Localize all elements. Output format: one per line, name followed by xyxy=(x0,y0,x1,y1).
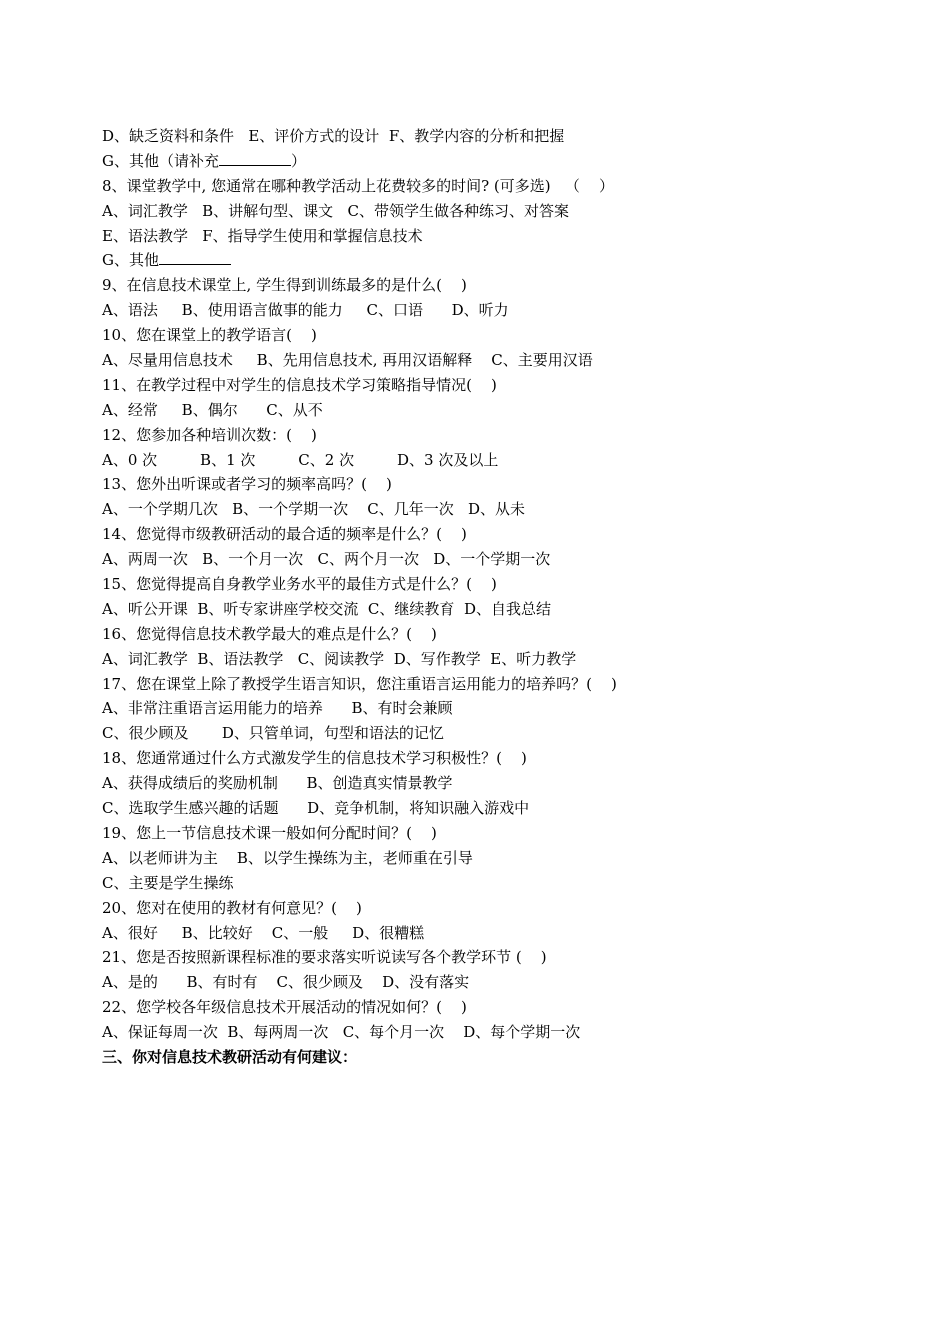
option-line: A、词汇教学 B、语法教学 C、阅读教学 D、写作教学 E、听力教学 xyxy=(102,649,577,668)
question-17: 17、您在课堂上除了教授学生语言知识，您注重语言运用能力的培养吗？( ) xyxy=(102,674,617,693)
question-16: 16、您觉得信息技术教学最大的难点是什么？( ) xyxy=(102,624,437,643)
fill-blank[interactable] xyxy=(159,249,231,265)
option-line: A、听公开课 B、听专家讲座学校交流 C、继续教育 D、自我总结 xyxy=(102,599,551,618)
fill-blank[interactable] xyxy=(219,150,291,166)
option-line: A、保证每周一次 B、每两周一次 C、每个月一次 D、每个学期一次 xyxy=(102,1023,581,1042)
question-21: 21、您是否按照新课程标准的要求落实听说读写各个教学环节 ( ) xyxy=(102,948,547,967)
option-line: A、尽量用信息技术 B、先用信息技术, 再用汉语解释 C、主要用汉语 xyxy=(102,351,593,370)
question-22: 22、您学校各年级信息技术开展活动的情况如何？( ) xyxy=(102,998,467,1017)
option-line-fill-in xyxy=(102,149,902,174)
option-line: A、经常 B、偶尔 C、从不 xyxy=(102,400,323,419)
option-line: A、获得成绩后的奖励机制 B、创造真实情景教学 xyxy=(102,774,453,793)
question-15: 15、您觉得提高自身教学业务水平的最佳方式是什么？( ) xyxy=(102,575,497,594)
question-13: 13、您外出听课或者学习的频率高吗？( ) xyxy=(102,475,392,494)
question-19: 19、您上一节信息技术课一般如何分配时间？( ) xyxy=(102,823,437,842)
option-line: C、主要是学生操练 xyxy=(102,873,234,892)
closing-paren: ） xyxy=(290,151,306,170)
option-line: A、一个学期几次 B、一个学期一次 C、几年一次 D、从未 xyxy=(102,500,526,519)
section-heading: 三、你对信息技术教研活动有何建议： xyxy=(102,1047,358,1066)
question-10: 10、您在课堂上的教学语言( ) xyxy=(102,326,317,345)
option-line: D、缺乏资料和条件 E、评价方式的设计 F、教学内容的分析和把握 xyxy=(102,127,565,145)
option-line: A、非常注重语言运用能力的培养 B、有时会兼顾 xyxy=(102,699,453,718)
option-line: A、词汇教学 B、讲解句型、课文 C、带领学生做各种练习、对答案 xyxy=(102,201,569,220)
option-label: G、其他 xyxy=(102,251,159,270)
option-line: C、很少顾及 D、只管单词，句型和语法的记忆 xyxy=(102,724,444,743)
question-18: 18、您通常通过什么方式激发学生的信息技术学习积极性？( ) xyxy=(102,749,527,768)
option-line: A、0 次 B、1 次 C、2 次 D、3 次及以上 xyxy=(102,450,499,469)
option-line-fill-in xyxy=(102,248,902,273)
question-9: 9、在信息技术课堂上, 学生得到训练最多的是什么( ) xyxy=(102,276,467,295)
question-20: 20、您对在使用的教材有何意见？( ) xyxy=(102,898,362,917)
option-line: A、以老师讲为主 B、以学生操练为主，老师重在引导 xyxy=(102,848,473,867)
question-12: 12、您参加各种培训次数：( ) xyxy=(102,425,317,444)
option-line: E、语法教学 F、指导学生使用和掌握信息技术 xyxy=(102,226,423,245)
option-line: A、语法 B、使用语言做事的能力 C、口语 D、听力 xyxy=(102,301,509,320)
document-page xyxy=(102,124,902,1070)
option-line: A、很好 B、比较好 C、一般 D、很糟糕 xyxy=(102,923,425,942)
question-14: 14、您觉得市级教研活动的最合适的频率是什么？( ) xyxy=(102,525,467,544)
option-line: A、两周一次 B、一个月一次 C、两个月一次 D、一个学期一次 xyxy=(102,550,551,569)
question-8: 8、课堂教学中, 您通常在哪种教学活动上花费较多的时间? (可多选) （ ） xyxy=(102,176,614,195)
option-line: A、是的 B、有时有 C、很少顾及 D、没有落实 xyxy=(102,973,470,992)
question-11: 11、在教学过程中对学生的信息技术学习策略指导情况( ) xyxy=(102,375,497,394)
option-label: G、其他（请补充 xyxy=(102,151,219,170)
option-line: C、选取学生感兴趣的话题 D、竞争机制，将知识融入游戏中 xyxy=(102,799,530,818)
